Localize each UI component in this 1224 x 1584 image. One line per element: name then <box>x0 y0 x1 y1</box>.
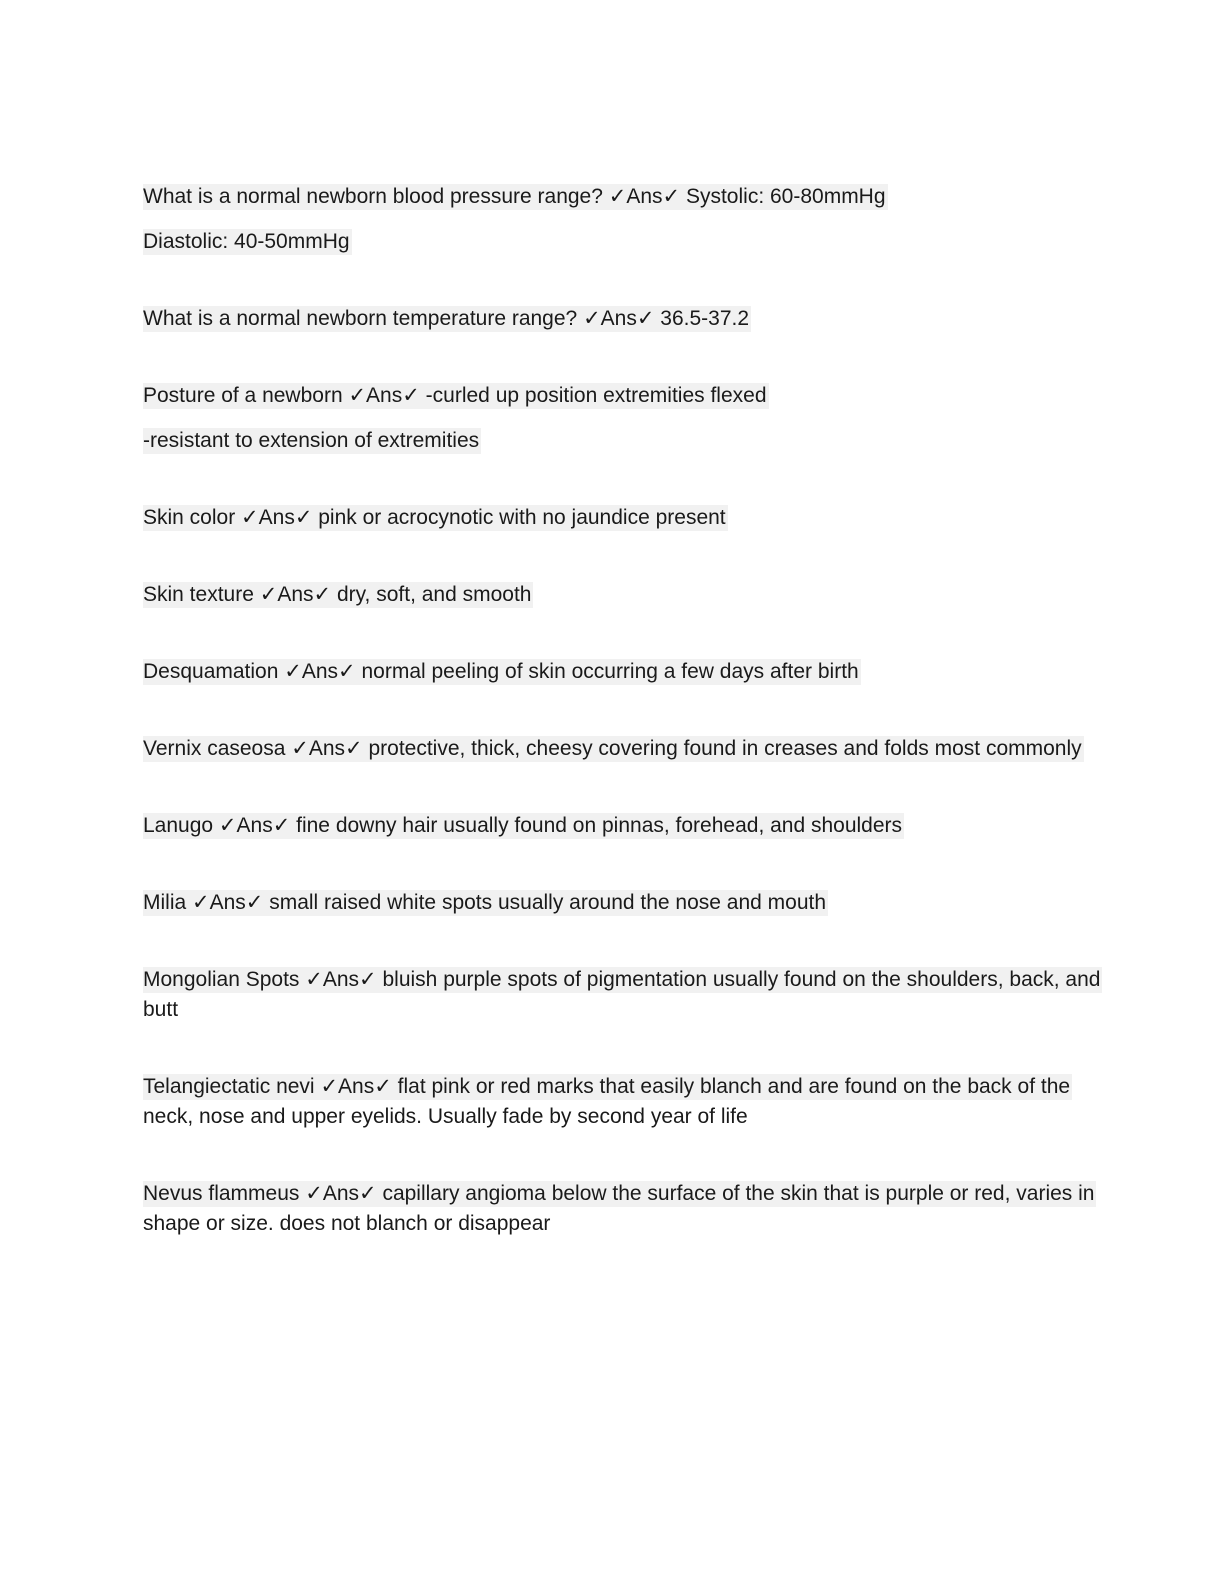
ans-marker: ✓Ans✓ <box>253 583 337 606</box>
ans-marker: ✓Ans✓ <box>299 968 383 991</box>
highlighted-text <box>143 1074 1072 1100</box>
answer-text: normal peeling of skin occurring a few days after birth <box>361 660 859 683</box>
qa-paragraph <box>143 426 1184 456</box>
highlighted-text <box>143 306 751 332</box>
qa-entry <box>143 1072 1184 1132</box>
answer-text: neck, nose and upper eyelids. Usually fade by second year of life <box>143 1105 748 1128</box>
highlighted-text <box>143 890 828 916</box>
qa-line <box>143 888 1184 918</box>
ans-marker: ✓Ans✓ <box>285 737 369 760</box>
qa-line <box>143 503 1184 533</box>
term-text: Mongolian Spots <box>143 968 300 991</box>
qa-line <box>143 734 1184 764</box>
answer-text: Systolic: 60-80mmHg <box>685 185 886 208</box>
qa-paragraph <box>143 811 1184 841</box>
term-text: Lanugo <box>143 814 214 837</box>
answer-text: -curled up position extremities flexed <box>425 384 767 407</box>
qa-line <box>143 227 1184 257</box>
qa-line <box>143 811 1184 841</box>
term-text: What is a normal newborn blood pressure range? <box>143 185 603 208</box>
highlighted-text <box>143 383 769 409</box>
qa-entry <box>143 657 1184 687</box>
highlighted-text <box>143 967 1102 993</box>
qa-paragraph <box>143 657 1184 687</box>
answer-text: small raised white spots usually around the nose and mouth <box>269 891 827 914</box>
qa-line <box>143 426 1184 456</box>
qa-paragraph <box>143 304 1184 334</box>
term-text: Posture of a newborn <box>143 384 343 407</box>
term-text: Nevus flammeus <box>143 1182 300 1205</box>
qa-line <box>143 995 1184 1025</box>
answer-text: bluish purple spots of pigmentation usually found on the shoulders, back, and <box>382 968 1101 991</box>
ans-marker: ✓Ans✓ <box>278 660 362 683</box>
qa-line <box>143 1072 1184 1102</box>
highlighted-text <box>143 184 888 210</box>
qa-entry <box>143 888 1184 918</box>
ans-marker: ✓Ans✓ <box>577 307 661 330</box>
term-text: Skin texture <box>143 583 254 606</box>
ans-marker: ✓Ans✓ <box>235 506 319 529</box>
answer-text: dry, soft, and smooth <box>336 583 532 606</box>
answer-text: pink or acrocynotic with no jaundice present <box>318 506 726 529</box>
qa-entry <box>143 1179 1184 1239</box>
answer-text: flat pink or red marks that easily blanch and are found on the back of the <box>397 1075 1071 1098</box>
qa-entry <box>143 182 1184 257</box>
qa-paragraph <box>143 734 1184 764</box>
highlighted-text <box>143 813 904 839</box>
qa-line <box>143 965 1184 995</box>
ans-marker: ✓Ans✓ <box>314 1075 398 1098</box>
qa-line <box>143 1102 1184 1132</box>
qa-line <box>143 580 1184 610</box>
qa-line <box>143 657 1184 687</box>
term-text: Milia <box>143 891 187 914</box>
highlighted-text <box>143 659 861 685</box>
qa-paragraph <box>143 227 1184 257</box>
qa-line <box>143 1209 1184 1239</box>
answer-text: Diastolic: 40-50mmHg <box>143 230 350 253</box>
qa-paragraph <box>143 1072 1184 1132</box>
ans-marker: ✓Ans✓ <box>213 814 297 837</box>
qa-line <box>143 304 1184 334</box>
highlighted-text <box>143 582 533 608</box>
qa-paragraph <box>143 503 1184 533</box>
answer-text: -resistant to extension of extremities <box>143 429 480 452</box>
qa-line <box>143 1179 1184 1209</box>
answer-text: 36.5-37.2 <box>660 307 750 330</box>
qa-entry <box>143 965 1184 1025</box>
term-text: Telangiectatic nevi <box>143 1075 315 1098</box>
qa-entry <box>143 811 1184 841</box>
highlighted-text <box>143 736 1084 762</box>
qa-entry <box>143 503 1184 533</box>
ans-marker: ✓Ans✓ <box>342 384 426 407</box>
qa-line <box>143 381 1184 411</box>
qa-list <box>143 182 1184 1239</box>
qa-entry <box>143 381 1184 456</box>
highlighted-text <box>143 1181 1096 1207</box>
qa-entry <box>143 304 1184 334</box>
answer-text: butt <box>143 998 179 1021</box>
qa-entry <box>143 580 1184 610</box>
answer-text: capillary angioma below the surface of the skin that is purple or red, varies in <box>382 1182 1095 1205</box>
answer-text: protective, thick, cheesy covering found in creases and folds most commonly <box>368 737 1082 760</box>
answer-text: fine downy hair usually found on pinnas, forehead, and shoulders <box>296 814 903 837</box>
qa-paragraph <box>143 1179 1184 1239</box>
answer-text: shape or size. does not blanch or disappear <box>143 1212 551 1235</box>
highlighted-text <box>143 505 728 531</box>
qa-paragraph <box>143 182 1184 212</box>
qa-paragraph <box>143 965 1184 1025</box>
qa-paragraph <box>143 888 1184 918</box>
qa-line <box>143 182 1184 212</box>
qa-paragraph <box>143 580 1184 610</box>
term-text: Skin color <box>143 506 236 529</box>
term-text: What is a normal newborn temperature range? <box>143 307 578 330</box>
term-text: Vernix caseosa <box>143 737 286 760</box>
ans-marker: ✓Ans✓ <box>186 891 270 914</box>
ans-marker: ✓Ans✓ <box>299 1182 383 1205</box>
term-text: Desquamation <box>143 660 279 683</box>
ans-marker: ✓Ans✓ <box>602 185 686 208</box>
qa-paragraph <box>143 381 1184 411</box>
qa-entry <box>143 734 1184 764</box>
